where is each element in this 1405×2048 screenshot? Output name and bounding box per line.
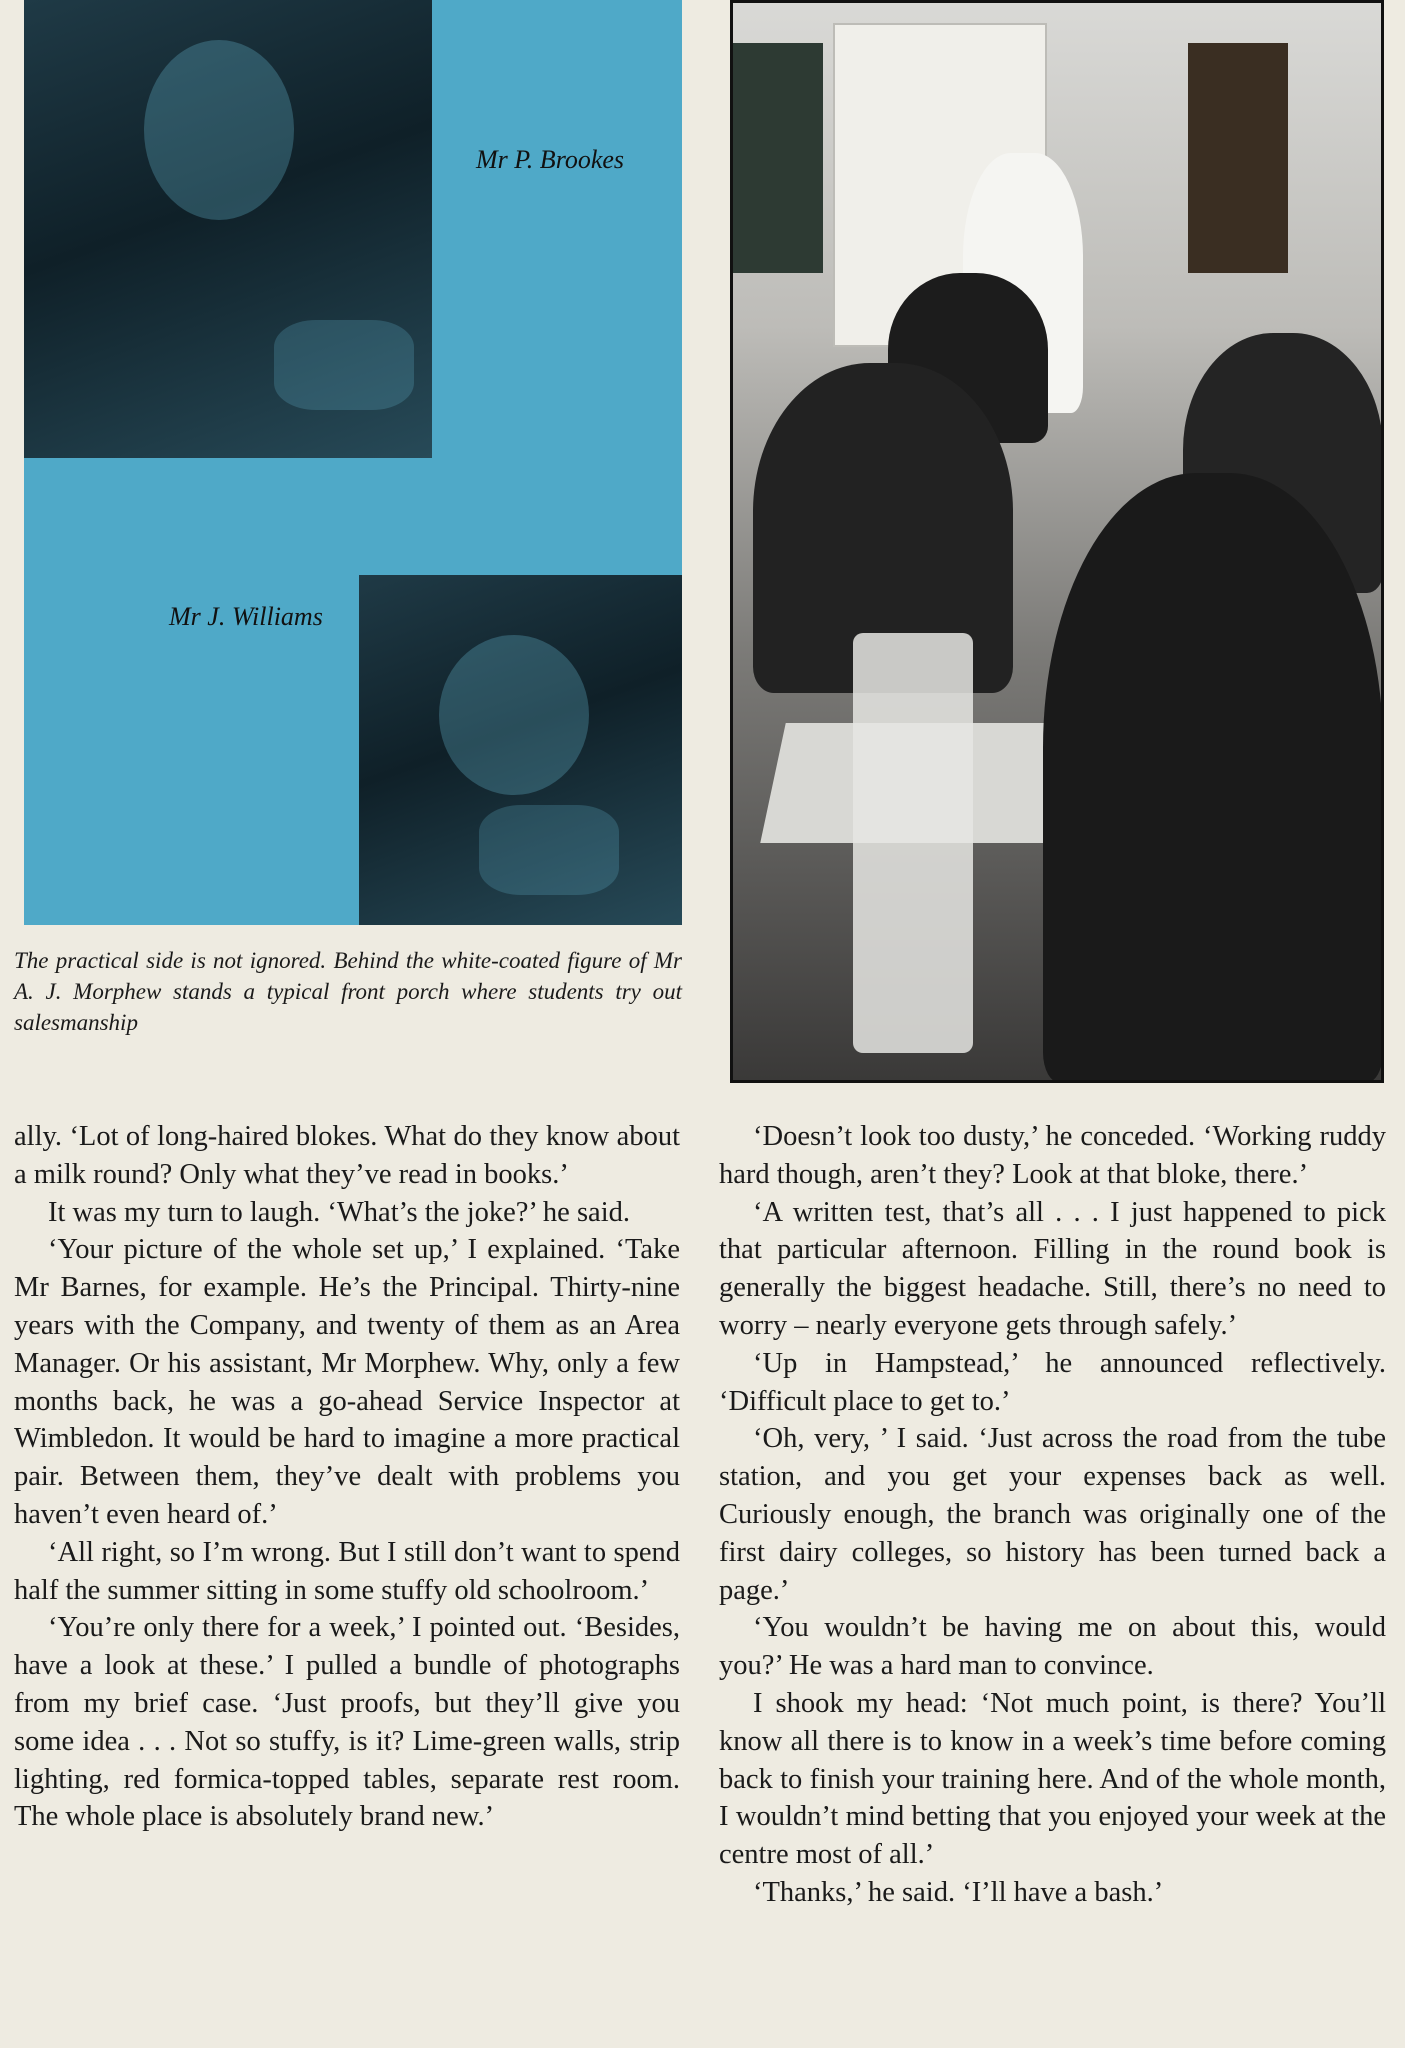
paragraph: ‘A written test, that’s all . . . I just happened to pick that particular afternoon. Filling in the round book is generally the biggest headache. Still, there’s no need to worry – nearly everyone gets through safely.’: [719, 1196, 1386, 1341]
paragraph: ‘Your picture of the whole set up,’ I explained. ‘Take Mr Barnes, for example. He’s the Principal. Thirty-nine years with the Company, and twenty of them as an Area Manager. Or his assistant, Mr Morphew. Why, only a few months back, he was a go-ahead Service Inspector at Wimbledon. It would be hard to imagine a more practical pair. Between them, they’ve dealt with problems you haven’t even heard of.’: [14, 1234, 680, 1530]
photo-mr-williams: [359, 575, 682, 925]
photo-caption: The practical side is not ignored. Behind the white-coated figure of Mr A. J. Morphew stands a typical front porch where students try out salesmanship: [14, 948, 682, 1035]
article-right-column: [719, 1118, 1386, 1912]
photo-mr-brookes: [24, 0, 432, 458]
label-mr-williams: Mr J. Williams: [169, 602, 323, 631]
paragraph: ‘Up in Hampstead,’ he announced reflectively. ‘Difficult place to get to.’: [719, 1347, 1386, 1417]
paragraph: ally. ‘Lot of long-haired blokes. What do they know about a milk round? Only what they’ve read in books.’: [14, 1121, 680, 1190]
paragraph: ‘Thanks,’ he said. ‘I’ll have a bash.’: [753, 1876, 1164, 1908]
label-mr-brookes: Mr P. Brookes: [476, 145, 625, 174]
paragraph: ‘You’re only there for a week,’ I pointed out. ‘Besides, have a look at these.’ I pulled a bundle of photographs from my brief case. ‘Just proofs, but they’ll give you some idea . . . Not so stuffy, is it? Lime-green walls, strip lighting, red formica-topped tables, separate rest room. The whole place is absolutely brand new.’: [14, 1612, 680, 1833]
paragraph: ‘Oh, very, ’ I said. ‘Just across the road from the tube station, and you get your expenses back as well. Curiously enough, the branch was originally one of the first dairy colleges, so history has been turned back a page.’: [719, 1423, 1386, 1606]
paragraph: ‘All right, so I’m wrong. But I still don’t want to spend half the summer sitting in some stuffy old schoolroom.’: [14, 1536, 680, 1606]
paragraph: ‘Doesn’t look too dusty,’ he conceded. ‘Working ruddy hard though, aren’t they? Look at that bloke, there.’: [719, 1121, 1386, 1190]
paragraph: I shook my head: ‘Not much point, is there? You’ll know all there is to know in a week’s time before coming back to finish your training here. And of the whole month, I wouldn’t mind betting that you enjoyed your week at the centre most of all.’: [719, 1687, 1386, 1871]
paragraph: ‘You wouldn’t be having me on about this, would you?’ He was a hard man to convince.: [719, 1612, 1386, 1682]
paragraph: It was my turn to laugh. ‘What’s the joke?’ he said.: [48, 1196, 630, 1228]
portrait-panel: [24, 0, 682, 925]
classroom-photo: [730, 0, 1384, 1083]
article-left-column: [14, 1118, 680, 1836]
